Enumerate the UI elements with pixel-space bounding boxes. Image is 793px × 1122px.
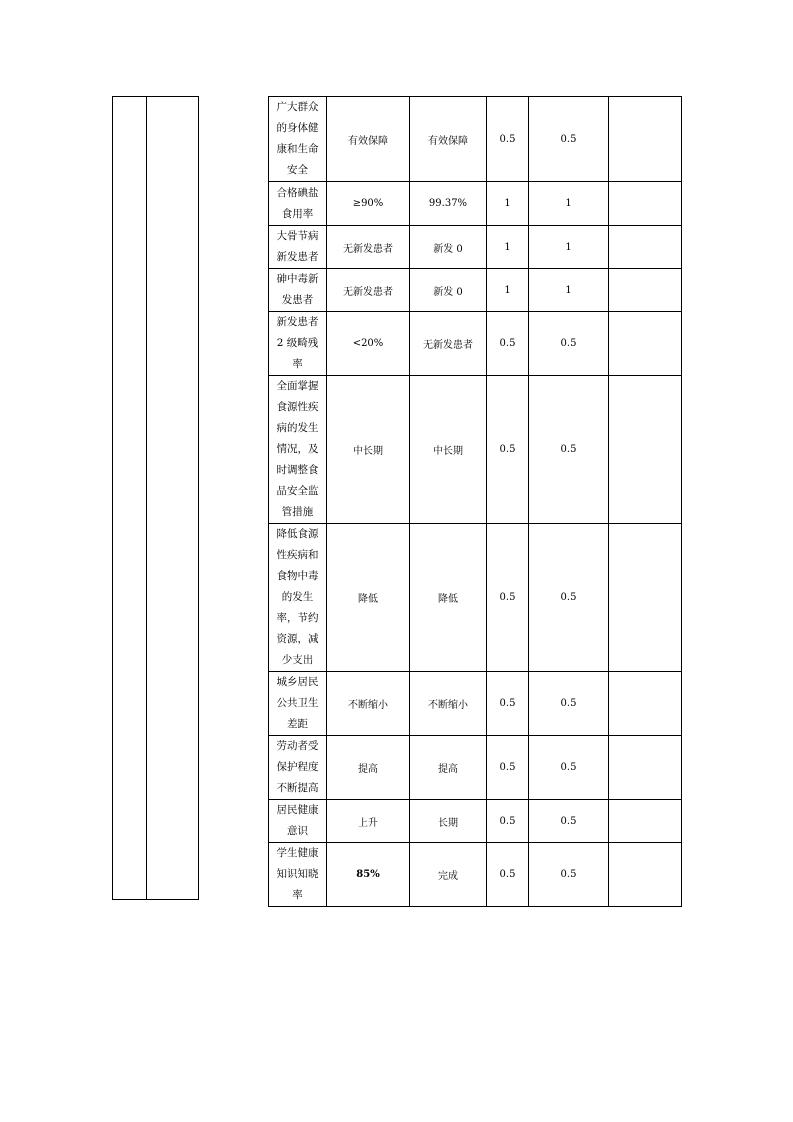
indicator-line: 劳动者受 <box>276 740 319 752</box>
weight-cell: 0.5 <box>487 843 529 907</box>
note-cell <box>609 312 682 376</box>
actual-value-cell: 提高 <box>410 736 487 800</box>
actual-value-cell: 新发 0 <box>410 226 487 269</box>
indicator-line: 不断提高 <box>276 782 319 794</box>
score-cell: 1 <box>529 269 609 312</box>
weight-cell: 0.5 <box>487 376 529 524</box>
indicator-cell <box>269 800 327 843</box>
left-column-divider <box>146 97 147 899</box>
table-row <box>269 182 682 226</box>
score-cell: 0.5 <box>529 800 609 843</box>
weight-cell: 1 <box>487 269 529 312</box>
indicator-cell <box>269 672 327 736</box>
indicator-line: 降低食源 <box>276 528 319 540</box>
table-body <box>269 97 682 907</box>
note-cell <box>609 736 682 800</box>
actual-value-cell: 有效保障 <box>410 97 487 182</box>
indicator-line: 品安全监 <box>276 485 319 497</box>
indicator-line: 新发患者 <box>276 316 319 328</box>
note-cell <box>609 524 682 672</box>
table-row <box>269 736 682 800</box>
indicator-line: 全面掌握 <box>276 380 319 392</box>
table-row <box>269 843 682 907</box>
score-cell: 0.5 <box>529 312 609 376</box>
target-value-cell: 有效保障 <box>327 97 410 182</box>
indicator-line: 管措施 <box>281 506 314 518</box>
actual-value-cell: 中长期 <box>410 376 487 524</box>
indicator-cell <box>269 736 327 800</box>
indicator-line: 性疾病和 <box>276 549 319 561</box>
indicator-cell <box>269 376 327 524</box>
note-cell <box>609 269 682 312</box>
target-value-cell: 无新发患者 <box>327 269 410 312</box>
indicator-line: 少支出 <box>281 654 314 666</box>
indicator-line: 新发患者 <box>276 251 319 263</box>
indicator-line: 时调整食 <box>276 464 319 476</box>
weight-cell: 0.5 <box>487 800 529 843</box>
indicator-line: 公共卫生 <box>276 697 319 709</box>
score-cell: 0.5 <box>529 736 609 800</box>
indicator-line: 差距 <box>287 718 308 730</box>
indicator-line: 保护程度 <box>276 761 319 773</box>
target-value-cell: ≥90% <box>327 182 410 226</box>
score-cell: 1 <box>529 226 609 269</box>
indicator-line: 率，节约 <box>276 612 319 624</box>
left-merged-columns <box>112 96 199 900</box>
table-row <box>269 800 682 843</box>
score-cell: 0.5 <box>529 376 609 524</box>
indicator-line: 食源性疾 <box>276 401 319 413</box>
weight-cell: 0.5 <box>487 672 529 736</box>
target-value-cell: <20% <box>327 312 410 376</box>
table-row <box>269 376 682 524</box>
score-cell: 0.5 <box>529 97 609 182</box>
weight-cell: 1 <box>487 226 529 269</box>
table-row <box>269 226 682 269</box>
score-cell: 1 <box>529 182 609 226</box>
table-row <box>269 312 682 376</box>
indicator-cell <box>269 843 327 907</box>
actual-value-cell: 99.37% <box>410 182 487 226</box>
actual-value-cell: 完成 <box>410 843 487 907</box>
note-cell <box>609 376 682 524</box>
target-value-cell: 不断缩小 <box>327 672 410 736</box>
indicator-line: 广大群众 <box>276 101 319 113</box>
indicator-line: 病的发生 <box>276 422 319 434</box>
indicator-line: 率 <box>292 889 303 901</box>
performance-indicator-table <box>268 96 682 907</box>
target-value-cell: 无新发患者 <box>327 226 410 269</box>
indicator-line: 发患者 <box>281 294 314 306</box>
indicator-line: 城乡居民 <box>276 676 319 688</box>
table-row <box>269 672 682 736</box>
actual-value-cell: 降低 <box>410 524 487 672</box>
note-cell <box>609 97 682 182</box>
target-value-cell: 降低 <box>327 524 410 672</box>
weight-cell: 0.5 <box>487 312 529 376</box>
target-value-cell: 中长期 <box>327 376 410 524</box>
indicator-line: 率 <box>292 358 303 370</box>
indicator-line: 意识 <box>287 825 308 837</box>
indicator-line: 食物中毒 <box>276 570 319 582</box>
note-cell <box>609 672 682 736</box>
target-value-cell: 提高 <box>327 736 410 800</box>
table-row <box>269 524 682 672</box>
note-cell <box>609 182 682 226</box>
table-row <box>269 97 682 182</box>
note-cell <box>609 226 682 269</box>
table-row <box>269 269 682 312</box>
actual-value-cell: 长期 <box>410 800 487 843</box>
indicator-line: 资源，减 <box>276 633 319 645</box>
actual-value-cell: 不断缩小 <box>410 672 487 736</box>
indicator-cell <box>269 226 327 269</box>
actual-value-cell: 新发 0 <box>410 269 487 312</box>
weight-cell: 0.5 <box>487 524 529 672</box>
indicator-line: 知识知晓 <box>276 868 319 880</box>
indicator-line: 情况，及 <box>276 443 319 455</box>
indicator-line: 2 级畸残 <box>276 337 319 349</box>
indicator-cell <box>269 182 327 226</box>
target-value-cell: 85% <box>327 843 410 907</box>
note-cell <box>609 843 682 907</box>
indicator-line: 学生健康 <box>276 847 319 859</box>
indicator-line: 食用率 <box>281 207 314 220</box>
indicator-cell <box>269 97 327 182</box>
score-cell: 0.5 <box>529 524 609 672</box>
indicator-cell <box>269 312 327 376</box>
weight-cell: 0.5 <box>487 97 529 182</box>
score-cell: 0.5 <box>529 672 609 736</box>
indicator-line: 砷中毒新 <box>276 273 319 285</box>
indicator-line: 的发生 <box>281 591 314 603</box>
note-cell <box>609 800 682 843</box>
indicator-line: 康和生命 <box>276 143 319 155</box>
score-cell: 0.5 <box>529 843 609 907</box>
indicator-line: 大骨节病 <box>276 230 319 242</box>
weight-cell: 0.5 <box>487 736 529 800</box>
actual-value-cell: 无新发患者 <box>410 312 487 376</box>
indicator-cell <box>269 269 327 312</box>
indicator-cell <box>269 524 327 672</box>
indicator-line: 居民健康 <box>276 804 319 816</box>
indicator-line: 合格碘盐 <box>276 186 319 199</box>
indicator-line: 的身体健 <box>276 122 319 134</box>
indicator-line: 安全 <box>287 164 308 176</box>
weight-cell: 1 <box>487 182 529 226</box>
target-value-cell: 上升 <box>327 800 410 843</box>
